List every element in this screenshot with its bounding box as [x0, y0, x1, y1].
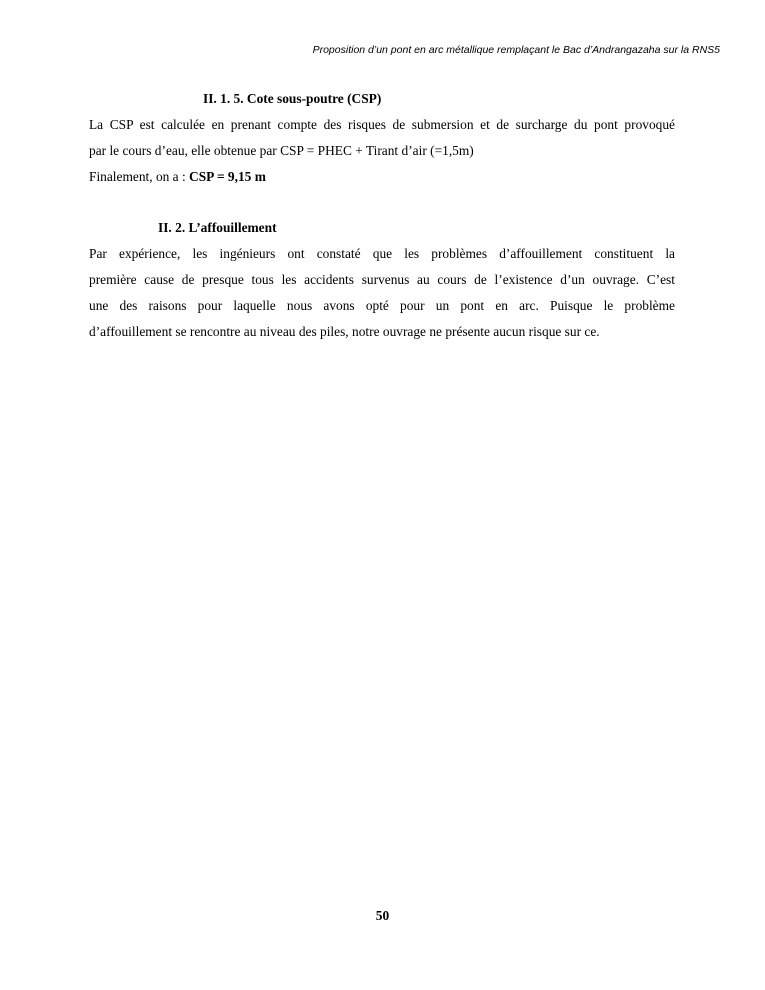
paragraph-line-final [89, 164, 675, 190]
final-value: CSP = 9,15 m [189, 169, 266, 184]
running-header: Proposition d’un pont en arc métallique remplaçant le Bac d’Andrangazaha sur la RNS5 [312, 44, 720, 56]
paragraph-line: d’affouillement se rencontre au niveau des piles, notre ouvrage ne présente aucun risque sur ce. [89, 324, 600, 339]
paragraph-affouillement [89, 241, 675, 345]
page-body [89, 86, 675, 345]
section-heading-affouillement: II. 2. L’affouillement [158, 220, 277, 235]
page-number: 50 [375, 908, 390, 923]
paragraph-csp [89, 112, 675, 190]
paragraph-line: La CSP est calculée en prenant compte des risques de submersion et de surcharge du pont provoqué [89, 117, 675, 132]
final-prefix: Finalement, on a : [89, 169, 190, 184]
section-heading-csp: II. 1. 5. Cote sous-poutre (CSP) [203, 91, 382, 106]
paragraph-line: Par expérience, les ingénieurs ont constaté que les problèmes d’affouillement constituent la [89, 246, 675, 261]
paragraph-line: première cause de presque tous les accidents survenus au cours de l’existence d’un ouvrage. C’est [89, 272, 675, 287]
paragraph-line: une des raisons pour laquelle nous avons opté pour un pont en arc. Puisque le problème [89, 298, 675, 313]
paragraph-line: par le cours d’eau, elle obtenue par CSP = PHEC + Tirant d’air (=1,5m) [89, 143, 474, 158]
